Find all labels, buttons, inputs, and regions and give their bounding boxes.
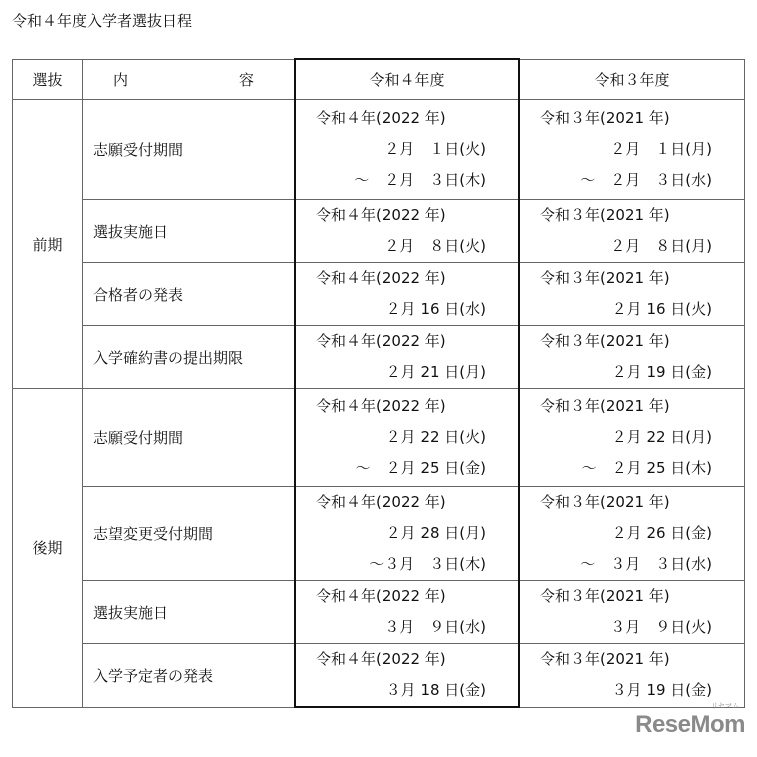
date-cell-y4 — [295, 263, 519, 326]
year-line: 令和４年(2022 年) — [316, 206, 446, 224]
date-cell-y3 — [519, 326, 745, 389]
date-line: ３月 ９日(水) — [384, 618, 486, 636]
date-cell-y4 — [295, 389, 519, 487]
date-line: ２月 22 日(月) — [611, 428, 712, 446]
date-cell-y3 — [519, 644, 745, 708]
section-cell: 前期 — [13, 100, 83, 389]
year-line: 令和３年(2021 年) — [540, 587, 670, 605]
header-naiyo-1: 内 — [113, 70, 129, 89]
year-line: 令和３年(2021 年) — [540, 269, 670, 287]
date-line: ２月 19 日(金) — [611, 363, 712, 381]
date-cell-y3 — [519, 100, 745, 200]
date-cell-y4 — [295, 581, 519, 644]
year-line: 令和３年(2021 年) — [540, 397, 670, 415]
header-year4: 令和４年度 — [295, 59, 519, 100]
year-line: 令和３年(2021 年) — [540, 206, 670, 224]
date-line: ～ ２月 ３日(木) — [354, 171, 486, 189]
date-cell-y4 — [295, 200, 519, 263]
resemom-logo — [635, 702, 745, 739]
date-line: ～ ２月 25 日(金) — [355, 459, 486, 477]
logo-text: ReseMom — [635, 711, 745, 738]
year-line: 令和４年(2022 年) — [316, 332, 446, 350]
date-line: ２月 16 日(火) — [611, 300, 712, 318]
header-senbatsu: 選抜 — [13, 59, 83, 100]
date-line: ～ ２月 25 日(木) — [581, 459, 712, 477]
date-line: ～３月 ３日(木) — [369, 555, 486, 573]
date-line: ～ ３月 ３日(水) — [580, 555, 712, 573]
logo-subtext: リセマム — [711, 703, 739, 710]
item-cell: 志願受付期間 — [83, 389, 296, 487]
date-line: ２月 21 日(月) — [385, 363, 486, 381]
year-line: 令和４年(2022 年) — [316, 269, 446, 287]
schedule-table — [12, 58, 745, 708]
date-line: ２月 26 日(金) — [611, 524, 712, 542]
year-line: 令和４年(2022 年) — [316, 587, 446, 605]
table-row — [13, 100, 745, 200]
date-line: ２月 28 日(月) — [385, 524, 486, 542]
table-row — [13, 644, 745, 708]
header-naiyo-2: 容 — [238, 70, 254, 89]
year-line: 令和３年(2021 年) — [540, 650, 670, 669]
date-line: ３月 18 日(金) — [385, 681, 486, 699]
item-cell: 入学確約書の提出期限 — [83, 326, 296, 389]
date-line: ３月 19 日(金) — [611, 681, 712, 700]
table-row — [13, 200, 745, 263]
header-naiyo — [83, 59, 296, 100]
date-cell-y3 — [519, 487, 745, 581]
page-title: 令和４年度入学者選抜日程 — [12, 12, 193, 30]
date-line: ２月 １日(月) — [610, 140, 712, 158]
header-year3: 令和３年度 — [519, 59, 745, 100]
year-line: 令和４年(2022 年) — [316, 109, 446, 127]
item-cell: 選抜実施日 — [83, 581, 296, 644]
date-cell-y3 — [519, 200, 745, 263]
date-cell-y4 — [295, 326, 519, 389]
year-line: 令和４年(2022 年) — [316, 493, 446, 511]
year-line: 令和４年(2022 年) — [316, 650, 446, 668]
item-cell: 選抜実施日 — [83, 200, 296, 263]
item-cell: 合格者の発表 — [83, 263, 296, 326]
date-cell-y4 — [295, 487, 519, 581]
date-line: ～ ２月 ３日(水) — [580, 171, 712, 189]
date-line: ２月 22 日(火) — [385, 428, 486, 446]
year-line: 令和３年(2021 年) — [540, 332, 670, 350]
date-cell-y3 — [519, 581, 745, 644]
year-line: 令和３年(2021 年) — [540, 493, 670, 511]
year-line: 令和４年(2022 年) — [316, 397, 446, 415]
table-header-row — [13, 59, 745, 100]
table-row — [13, 263, 745, 326]
item-cell: 志願受付期間 — [83, 100, 296, 200]
date-line: ２月 ８日(火) — [384, 237, 486, 255]
section-cell: 後期 — [13, 389, 83, 708]
date-line: ２月 ８日(月) — [610, 237, 712, 255]
date-cell-y3 — [519, 263, 745, 326]
table-row — [13, 389, 745, 487]
table-row — [13, 487, 745, 581]
date-cell-y4 — [295, 100, 519, 200]
date-cell-y3 — [519, 389, 745, 487]
date-line: ２月 １日(火) — [384, 140, 486, 158]
year-line: 令和３年(2021 年) — [540, 109, 670, 127]
date-line: ３月 ９日(火) — [610, 618, 712, 636]
item-cell: 入学予定者の発表 — [83, 644, 296, 708]
item-cell: 志望変更受付期間 — [83, 487, 296, 581]
date-line: ２月 16 日(水) — [385, 300, 486, 318]
table-row — [13, 581, 745, 644]
date-cell-y4 — [295, 644, 519, 708]
table-row — [13, 326, 745, 389]
